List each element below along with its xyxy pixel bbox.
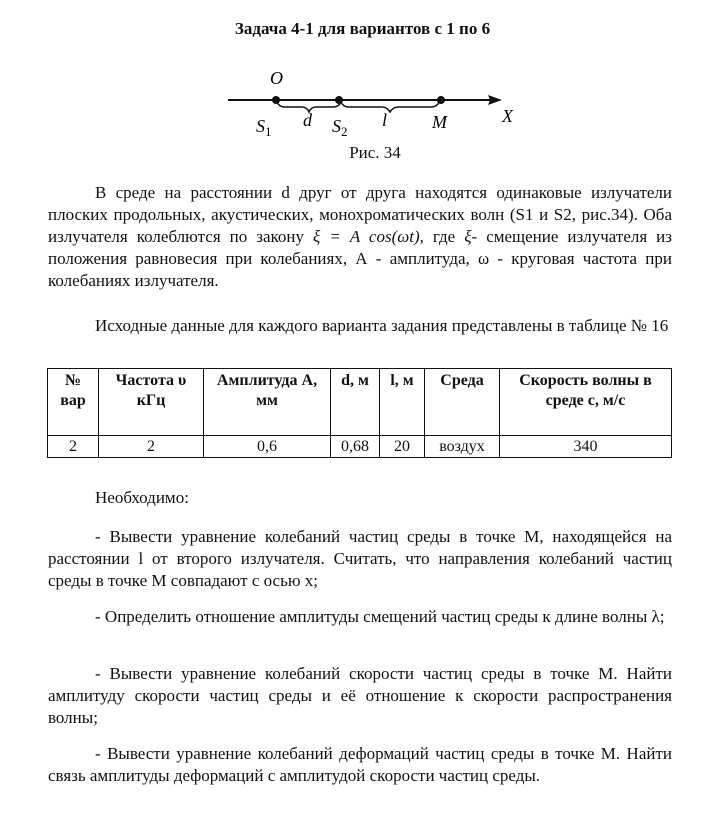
page-title: Задача 4-1 для вариантов с 1 по 6 <box>234 19 491 38</box>
table-row: 2 2 0,6 0,68 20 воздух 340 <box>48 436 672 458</box>
figure-34 <box>220 62 530 172</box>
task-1: - Вывести уравнение колебаний частиц среды в точке М, находящейся на расстоянии l от второго излучателя. Считать, что направления колебаний частиц среды в точке М совпадают с осью x; <box>48 527 672 590</box>
arrow-icon <box>488 95 502 105</box>
required-label: Необходимо: <box>95 488 189 507</box>
table-header-row: № вар Частота υ кГц Амплитуда А, мм d, м l, м Среда Скорость волны в среде с, м/с <box>48 369 672 436</box>
brace-l <box>341 102 439 112</box>
task-4: - Вывести уравнение колебаний деформаций частиц среды в точке М. Найти связь амплитуды деформаций с амплитудой скорости частиц среды. <box>48 744 672 785</box>
task-2: - Определить отношение амплитуды смещений частиц среды к длине волны λ; <box>95 607 665 626</box>
svg-text:S1: $S_1$ <box>256 116 272 139</box>
data-table <box>47 368 672 458</box>
label-x: X <box>502 106 513 126</box>
label-d: d <box>303 110 312 130</box>
svg-text:S2: $S_2$ <box>332 116 348 139</box>
axis-diagram <box>220 62 530 142</box>
formula-law: ξ = A cos(ωt) <box>313 227 420 246</box>
data-intro: Исходные данные для каждого варианта задания представлены в таблице № 16 <box>95 316 669 335</box>
label-origin: O <box>270 68 283 88</box>
problem-description: В среде на расстоянии d друг от друга находятся одинаковые излучатели плоских продольных, акустических, монохроматических волн (S1 и S2, рис.34). Оба излучателя колеблются по закону ξ = A cos(ωt), где ξ- смещение излучателя из положения равновесия при колебаниях, А - амплитуда, ω - круговая частота при колебаниях излучателя. <box>48 183 672 290</box>
figure-caption: Рис. 34 <box>349 143 401 162</box>
task-3: - Вывести уравнение колебаний скорости частиц среды в точке М. Найти амплитуду скорости частиц среды и её отношение к скорости распространения волны; <box>48 664 672 727</box>
label-l: l <box>382 110 388 130</box>
point-s1 <box>272 96 280 104</box>
label-m: M <box>432 112 447 132</box>
